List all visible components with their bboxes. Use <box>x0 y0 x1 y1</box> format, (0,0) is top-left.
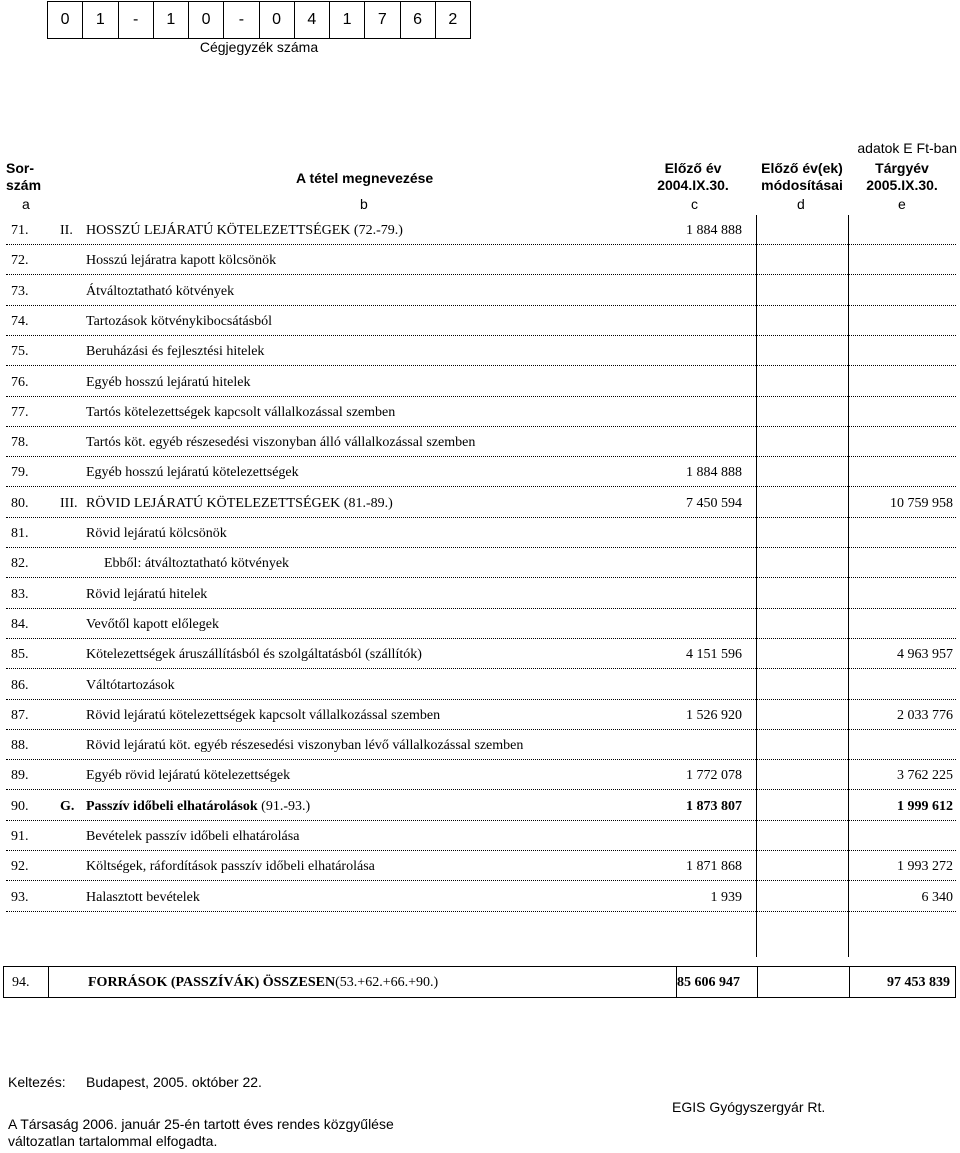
company-name: EGIS Gyógyszergyár Rt. <box>672 1099 826 1115</box>
registry-digit: 1 <box>82 2 117 38</box>
row-number: 72. <box>11 253 29 269</box>
table-row <box>0 397 960 427</box>
total-current-year: 97 453 839 <box>887 975 950 990</box>
row-item-name <box>86 405 395 421</box>
row-item-name <box>86 768 290 784</box>
row-number: 84. <box>11 616 29 632</box>
date-label: Keltezés: <box>8 1074 66 1090</box>
row-item-name-text: Tartozások kötvénykibocsátásból <box>86 313 273 329</box>
table-row <box>0 700 960 730</box>
row-number: 87. <box>11 707 29 723</box>
row-number: 83. <box>11 586 29 602</box>
registry-digit: 0 <box>259 2 294 38</box>
header-col-a-line1: Sor- <box>6 160 34 176</box>
registry-digit: 6 <box>400 2 435 38</box>
total-row <box>3 966 956 998</box>
header-col-c-line1: Előző év <box>664 160 722 176</box>
row-item-name <box>86 284 234 300</box>
row-item-name <box>86 465 299 481</box>
table-row <box>0 791 960 821</box>
header-col-a-line2: szám <box>6 177 42 193</box>
row-number: 92. <box>11 859 29 875</box>
table-row <box>0 670 960 700</box>
registry-number-box <box>47 1 471 39</box>
row-item-name-text: Egyéb hosszú lejáratú hitelek <box>86 374 251 390</box>
row-current-year-value: 4 963 957 <box>897 647 953 663</box>
row-item-name-text: Rövid lejáratú köt. egyéb részesedési viszonyban lévő vállalkozással szemben <box>86 738 524 754</box>
row-item-name-text: Bevételek passzív időbeli elhatárolása <box>86 829 300 844</box>
letter-c: c <box>691 196 698 212</box>
row-number: 89. <box>11 768 29 784</box>
row-item-name <box>86 223 403 239</box>
header-col-c-line2: 2004.IX.30. <box>657 177 729 193</box>
row-item-name <box>86 587 207 603</box>
row-section-mark: II. <box>60 223 73 238</box>
row-number: 86. <box>11 677 29 693</box>
row-item-name-text: Tartós köt. egyéb részesedési viszonyban álló vállalkozással szemben <box>86 435 476 451</box>
row-current-year-value: 1 999 612 <box>897 798 953 814</box>
row-item-name <box>86 344 264 360</box>
table-row <box>0 851 960 881</box>
row-section-mark: G. <box>60 798 75 814</box>
header-col-a <box>6 160 41 194</box>
total-name <box>88 975 438 991</box>
row-number: 91. <box>11 829 29 844</box>
row-item-name-text: Passzív időbeli elhatárolások <box>86 798 258 814</box>
row-number: 81. <box>11 526 29 541</box>
row-number: 77. <box>11 404 29 420</box>
table-row <box>0 306 960 336</box>
row-item-name <box>86 799 310 815</box>
registry-digit: 0 <box>188 2 223 38</box>
row-item-name <box>86 829 299 845</box>
row-item-name-text: Átváltoztatható kötvények <box>86 283 235 299</box>
row-number: 71. <box>11 223 29 238</box>
date-value: Budapest, 2005. október 22. <box>86 1074 262 1090</box>
registry-digit: 1 <box>153 2 188 38</box>
row-number: 80. <box>11 495 29 511</box>
table-row <box>0 276 960 306</box>
table-row <box>0 882 960 912</box>
row-item-name <box>86 496 393 512</box>
row-prior-year-value: 4 151 596 <box>686 647 742 663</box>
row-number: 82. <box>11 556 29 572</box>
row-dotted-rule <box>6 911 956 912</box>
table-row <box>0 579 960 609</box>
header-col-d-line1: Előző év(ek) <box>761 160 843 176</box>
registry-digit: 4 <box>294 2 329 38</box>
row-prior-year-value: 1 939 <box>710 889 742 905</box>
row-section-mark: III. <box>60 495 78 511</box>
registry-digit: 7 <box>364 2 399 38</box>
header-col-d-line2: módosításai <box>761 177 843 193</box>
total-name-main: FORRÁSOK (PASSZÍVÁK) ÖSSZESEN <box>88 975 336 990</box>
row-item-name-text: HOSSZÚ LEJÁRATÚ KÖTELEZETTSÉGEK (72.-79.) <box>86 223 403 238</box>
row-item-name <box>86 526 227 542</box>
row-item-name-text: Ebből: átváltoztatható kötvények <box>104 556 290 572</box>
row-item-name-text: Egyéb hosszú lejáratú kötelezettségek <box>86 465 299 481</box>
row-number: 85. <box>11 647 29 663</box>
table-row <box>0 457 960 487</box>
registry-digit: - <box>223 2 258 38</box>
header-col-e-line1: Tárgyév <box>875 160 929 176</box>
approval-note-line2: változatlan tartalommal elfogadta. <box>8 1133 218 1149</box>
table-row <box>0 336 960 366</box>
row-item-name-text: Kötelezettségek áruszállításból és szolgáltatásból (szállítók) <box>86 647 422 663</box>
row-number: 88. <box>11 738 29 754</box>
row-item-name <box>86 647 422 663</box>
row-current-year-value: 1 993 272 <box>897 859 953 875</box>
row-item-name-text: Halasztott bevételek <box>86 889 200 905</box>
row-item-name <box>86 253 276 269</box>
row-item-name <box>86 435 475 451</box>
row-number: 79. <box>11 465 29 481</box>
row-prior-year-value: 1 526 920 <box>686 707 742 723</box>
row-item-name <box>86 738 523 754</box>
row-item-name-text: Tartós kötelezettségek kapcsolt vállalkozással szemben <box>86 404 396 420</box>
table-row <box>0 639 960 669</box>
total-divider <box>48 967 49 997</box>
total-name-sub: (53.+62.+66.+90.) <box>335 975 439 990</box>
total-number: 94. <box>12 975 30 990</box>
header-col-e-line2: 2005.IX.30. <box>866 177 938 193</box>
row-number: 78. <box>11 435 29 451</box>
table-row <box>0 821 960 851</box>
total-divider <box>757 967 758 997</box>
row-current-year-value: 2 033 776 <box>897 707 953 723</box>
row-number: 75. <box>11 344 29 360</box>
header-col-c <box>630 160 756 194</box>
row-item-name-text: Váltótartozások <box>86 677 175 693</box>
total-prior-year: 85 606 947 <box>677 975 740 990</box>
table-row <box>0 427 960 457</box>
row-item-name <box>86 708 440 724</box>
row-item-name <box>86 617 219 633</box>
row-item-range: (91.-93.) <box>257 798 311 814</box>
row-prior-year-value: 1 871 868 <box>686 859 742 875</box>
row-item-name-text: Rövid lejáratú kölcsönök <box>86 526 227 541</box>
registry-digit: 2 <box>435 2 470 38</box>
row-number: 74. <box>11 313 29 329</box>
registry-digit: - <box>118 2 153 38</box>
table-row <box>0 245 960 275</box>
row-item-name-text: Egyéb rövid lejáratú kötelezettségek <box>86 768 291 784</box>
letter-d: d <box>797 196 805 212</box>
table-row <box>0 518 960 548</box>
registry-digit: 1 <box>329 2 364 38</box>
registry-label: Cégjegyzék száma <box>199 39 319 55</box>
row-current-year-value: 10 759 958 <box>890 495 953 511</box>
registry-digit: 0 <box>60 11 70 28</box>
approval-note-line1: A Társaság 2006. január 25-én tartott éves rendes közgyűlése <box>8 1116 394 1132</box>
row-item-name <box>104 556 289 572</box>
row-prior-year-value: 1 884 888 <box>686 223 742 238</box>
letter-b: b <box>360 196 368 212</box>
row-item-name <box>86 314 272 330</box>
table-row <box>0 215 960 245</box>
row-item-name-text: Hosszú lejáratra kapott kölcsönök <box>86 253 277 269</box>
letter-a: a <box>22 196 30 212</box>
header-col-e <box>848 160 956 194</box>
row-prior-year-value: 7 450 594 <box>686 495 742 511</box>
row-item-name-text: Költségek, ráfordítások passzív időbeli elhatárolása <box>86 859 375 875</box>
row-prior-year-value: 1 873 807 <box>686 798 742 814</box>
header-col-b: A tétel megnevezése <box>296 170 434 186</box>
row-number: 90. <box>11 798 29 814</box>
table-row <box>0 548 960 578</box>
row-number: 73. <box>11 283 29 299</box>
row-prior-year-value: 1 884 888 <box>686 465 742 481</box>
row-item-name-text: Rövid lejáratú kötelezettségek kapcsolt vállalkozással szemben <box>86 707 441 723</box>
header-col-d <box>756 160 848 194</box>
row-item-name <box>86 678 175 694</box>
row-current-year-value: 3 762 225 <box>897 768 953 784</box>
table-row <box>0 488 960 518</box>
row-prior-year-value: 1 772 078 <box>686 768 742 784</box>
row-item-name-text: RÖVID LEJÁRATÚ KÖTELEZETTSÉGEK (81.-89.) <box>86 495 393 511</box>
total-divider <box>849 967 850 997</box>
table-row <box>0 367 960 397</box>
table-row <box>0 760 960 790</box>
unit-note: adatok E Ft-ban <box>857 140 957 156</box>
row-item-name <box>86 375 250 391</box>
table-row <box>0 609 960 639</box>
row-current-year-value: 6 340 <box>921 889 953 905</box>
row-item-name-text: Beruházási és fejlesztési hitelek <box>86 344 265 360</box>
letter-e: e <box>898 196 906 212</box>
row-item-name-text: Vevőtől kapott előlegek <box>86 616 219 632</box>
row-number: 76. <box>11 374 29 390</box>
row-number: 93. <box>11 889 29 905</box>
row-item-name-text: Rövid lejáratú hitelek <box>86 586 208 602</box>
row-item-name <box>86 859 375 875</box>
table-row <box>0 730 960 760</box>
row-item-name <box>86 890 200 906</box>
